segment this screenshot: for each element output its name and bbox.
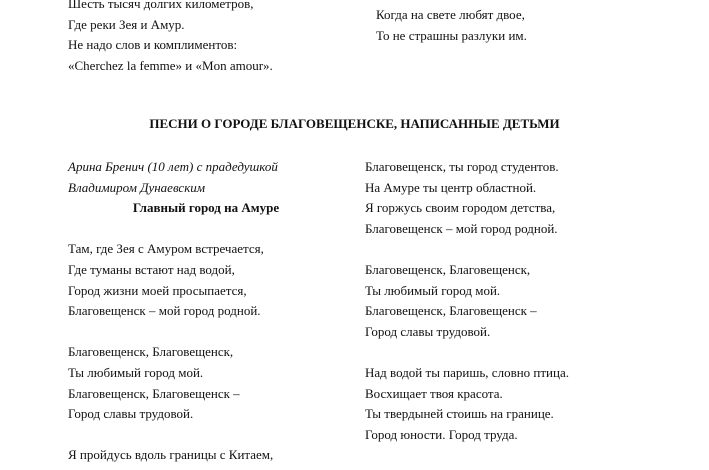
stanza-line: Благовещенск, Благовещенск – xyxy=(365,303,537,319)
stanza-gap xyxy=(365,342,665,363)
stanza-line: Я пройдусь вдоль границы с Китаем, xyxy=(68,447,274,463)
stanza-gap xyxy=(68,425,348,446)
stanza-line: Где туманы встают над водой, xyxy=(68,261,235,277)
stanza-gap xyxy=(68,219,348,240)
stanza-line: Ты любимый город мой. xyxy=(68,364,204,380)
stanza xyxy=(365,363,665,445)
stanza-line: Не надо слов и комплиментов: xyxy=(68,37,238,53)
stanza-line: Там, где Зея с Амуром встречается, xyxy=(68,241,264,257)
stanza-gap xyxy=(68,322,348,343)
stanza-line: Ты любимый город мой. xyxy=(365,282,501,298)
stanza-line: Благовещенск, Благовещенск, xyxy=(68,344,234,360)
stanza-line: Благовещенск, Благовещенск, xyxy=(365,261,531,277)
author-line: Арина Бренич (10 лет) с прадедушкой xyxy=(68,159,278,174)
stanza-line: Город славы трудовой. xyxy=(365,323,491,339)
stanza-line: Шесть тысяч долгих километров, xyxy=(68,0,254,11)
stanza-line: Восхищает твоя красота. xyxy=(365,385,503,401)
stanza-line: Город жизни моей просыпается, xyxy=(68,282,247,298)
previous-song-left-stanza xyxy=(68,0,273,76)
stanza-line: Над водой ты паришь, словно птица. xyxy=(365,364,569,380)
stanza-line: Ты твердыней стоишь на границе. xyxy=(365,406,554,422)
stanza xyxy=(68,239,348,321)
section-heading: ПЕСНИ О ГОРОДЕ БЛАГОВЕЩЕНСКЕ, НАПИСАННЫЕ ДЕТЬМИ xyxy=(149,116,560,131)
stanza-line: Город славы трудовой. xyxy=(68,406,194,422)
refrain xyxy=(68,342,348,424)
stanza-gap xyxy=(365,239,665,260)
stanza-line: Город юности. Город труда. xyxy=(365,426,518,442)
stanza-line: Благовещенск – мой город родной. xyxy=(68,303,261,319)
stanza-line: Благовещенск – мой город родной. xyxy=(365,220,558,236)
stanza-line: На Амуре ты центр областной. xyxy=(365,179,537,195)
stanza-line: Я горжусь своим городом детства, xyxy=(365,200,556,216)
stanza-line: Благовещенск, ты город студентов. xyxy=(365,159,559,174)
stanza-line: Где реки Зея и Амур. xyxy=(68,16,185,32)
stanza xyxy=(365,157,665,239)
stanza-line: Благовещенск, Благовещенск – xyxy=(68,385,240,401)
author-line: Владимиром Дунаевским xyxy=(68,179,206,195)
previous-song-right-stanza xyxy=(376,5,527,46)
stanza-line: То не страшны разлуки им. xyxy=(376,27,527,43)
stanza-line: Когда на свете любят двое, xyxy=(376,7,525,22)
song-title: Главный город на Амуре xyxy=(132,200,280,216)
refrain xyxy=(365,260,665,342)
stanza-line: «Cherchez la femme» и «Mon amour». xyxy=(68,57,273,73)
right-column xyxy=(365,157,665,445)
left-column xyxy=(68,157,348,466)
